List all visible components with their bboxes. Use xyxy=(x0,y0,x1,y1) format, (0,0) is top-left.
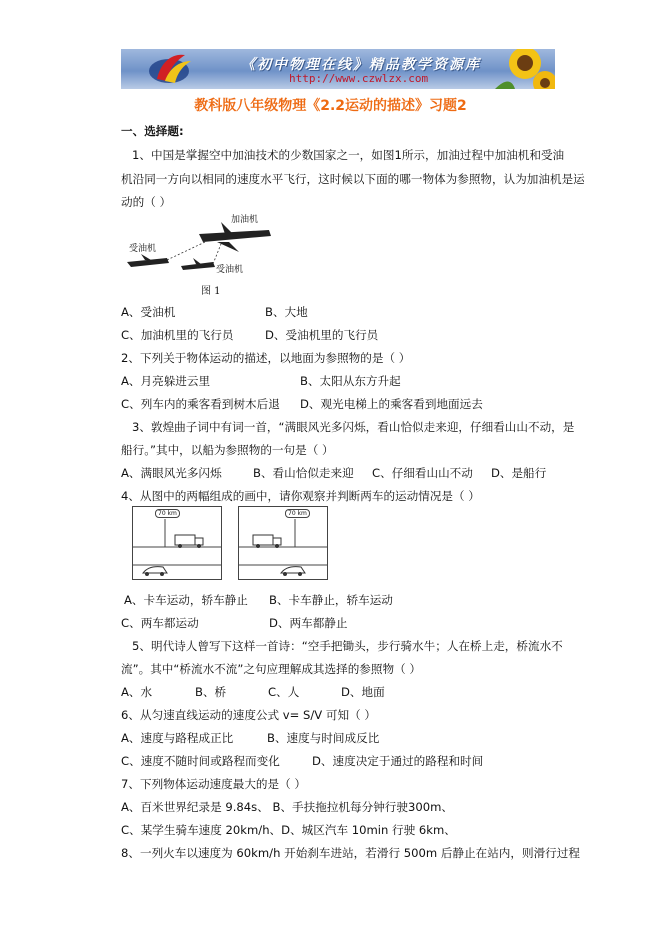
q6-option-a: A、速度与路程成正比 xyxy=(121,731,234,745)
q6-option-d: D、速度决定于通过的路程和时间 xyxy=(312,754,484,768)
question-3-line-2: 船行。”其中，以船为参照物的一句是（ ） xyxy=(121,443,334,457)
fig1-label-receiver-left: 受油机 xyxy=(129,244,157,254)
sunflower-icon xyxy=(485,49,555,89)
figure-1-refueling xyxy=(121,212,281,300)
question-1-line-2: 机沿同一方向以相同的速度水平飞行，这时候以下面的哪一物体为参照物，认为加油机是运 xyxy=(121,172,585,186)
q2-option-d: D、观光电梯上的乘客看到地面远去 xyxy=(300,397,483,411)
fig1-label-tanker: 加油机 xyxy=(231,215,259,225)
banner-url: http://www.czwlzx.com xyxy=(289,72,429,85)
q5-option-d: D、地面 xyxy=(341,685,385,699)
question-5-line-2: 流”。其中“桥流水不流”之句应理解成其选择的参照物（ ） xyxy=(121,662,421,676)
q4-panel-left xyxy=(132,506,222,580)
question-5-line-1: 5、明代诗人曾写下这样一首诗：“空手把锄头，步行骑水牛；人在桥上走，桥流水不 xyxy=(132,639,563,653)
q4-panel-right xyxy=(238,506,328,580)
q4-scene-right xyxy=(239,507,327,579)
q7-options-ab: A、百米世界纪录是 9.84s、 B、手扶拖拉机每分钟行驶300m、 xyxy=(121,800,454,814)
q1-option-a: A、受油机 xyxy=(121,305,176,319)
q3-option-b: B、看山恰似走来迎 xyxy=(253,466,354,480)
fig1-label-receiver-right: 受油机 xyxy=(216,265,244,275)
q5-option-b: B、桥 xyxy=(195,685,227,699)
header-banner xyxy=(121,49,555,89)
q1-option-c: C、加油机里的飞行员 xyxy=(121,328,234,342)
question-3-line-1: 3、敦煌曲子词中有词一首，“满眼风光多闪烁，看山恰似走来迎，仔细看山山不动，是 xyxy=(132,420,575,434)
question-6-stem: 6、从匀速直线运动的速度公式 v= S/V 可知（ ） xyxy=(121,708,376,722)
q2-option-a: A、月亮躲进云里 xyxy=(121,374,211,388)
q2-option-b: B、太阳从东方升起 xyxy=(300,374,401,388)
q4-sign-left: 70 km xyxy=(155,509,180,518)
q4-sign-right: 70 km xyxy=(285,509,310,518)
q3-option-a: A、满眼风光多闪烁 xyxy=(121,466,222,480)
q3-option-c: C、仔细看山山不动 xyxy=(372,466,473,480)
q5-option-c: C、人 xyxy=(268,685,300,699)
question-1-line-3: 动的（ ） xyxy=(121,195,172,209)
question-1-line-1: 1、中国是掌握空中加油技术的少数国家之一，如图1所示，加油过程中加油机和受油 xyxy=(132,148,565,162)
question-7-stem: 7、下列物体运动速度最大的是（ ） xyxy=(121,777,306,791)
banner-title: 《初中物理在线》精品教学资源库 xyxy=(241,57,481,73)
document-title: 教科版八年级物理《2.2运动的描述》习题2 xyxy=(194,98,467,114)
q7-options-cd: C、某学生骑车速度 20km/h、D、城区汽车 10min 行驶 6km、 xyxy=(121,823,456,837)
logo-icon xyxy=(143,49,203,89)
q3-option-d: D、是船行 xyxy=(491,466,547,480)
q4-option-b: B、卡车静止，轿车运动 xyxy=(269,593,393,607)
question-4-stem: 4、从图中的两幅组成的画中，请你观察并判断两车的运动情况是（ ） xyxy=(121,489,480,503)
q5-option-a: A、水 xyxy=(121,685,153,699)
q1-option-b: B、大地 xyxy=(265,305,308,319)
q6-option-b: B、速度与时间成反比 xyxy=(267,731,380,745)
q4-option-c: C、两车都运动 xyxy=(121,616,199,630)
q2-option-c: C、列车内的乘客看到树木后退 xyxy=(121,397,280,411)
section-heading: 一、选择题: xyxy=(121,124,184,138)
q4-option-a: A、卡车运动，轿车静止 xyxy=(124,593,248,607)
q6-option-c: C、速度不随时间或路程而变化 xyxy=(121,754,280,768)
q4-option-d: D、两车都静止 xyxy=(269,616,348,630)
fig1-caption: 图 1 xyxy=(201,286,221,297)
q1-option-d: D、受油机里的飞行员 xyxy=(265,328,379,342)
question-2-stem: 2、下列关于物体运动的描述，以地面为参照物的是（ ） xyxy=(121,351,411,365)
question-8-line-1: 8、一列火车以速度为 60km/h 开始刹车进站，若滑行 500m 后静止在站内，则滑行过程 xyxy=(121,846,580,860)
